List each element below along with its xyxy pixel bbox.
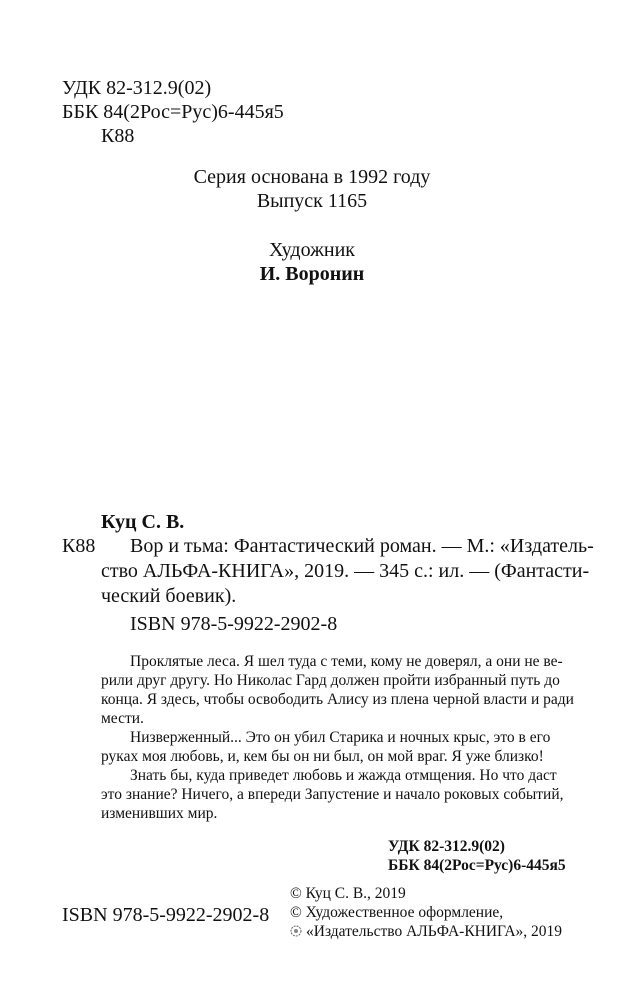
bottom-udk: УДК 82-312.9(02) xyxy=(388,838,505,855)
copyright-line: © Художественное оформление, xyxy=(290,904,504,921)
catalog-author-heading: Куц С. В. xyxy=(101,511,185,533)
annotation-line: Низверженный... Это он убил Старика и ночных крыс, это в его xyxy=(130,729,551,746)
catalog-entry-line: Вор и тьма: Фантастический роман. — М.: «Издатель- xyxy=(130,535,594,557)
annotation-line: конца. Я здесь, чтобы освободить Алису из плена черной власти и ради xyxy=(101,691,574,708)
annotation-line: изменивших мир. xyxy=(101,805,218,822)
top-author-mark: К88 xyxy=(101,125,135,147)
annotation-line: Знать бы, куда приведет любовь и жажда отмщения. Но что даст xyxy=(130,767,557,784)
top-udk: УДК 82-312.9(02) xyxy=(62,77,212,99)
catalog-entry-line: ческий боевик). xyxy=(101,585,237,607)
catalog-author-mark: К88 xyxy=(62,535,96,557)
series-founded: Серия основана в 1992 году xyxy=(193,166,431,188)
artist-name: И. Воронин xyxy=(259,263,365,285)
publisher-mark-icon xyxy=(290,923,302,935)
bottom-isbn: ISBN 978-5-9922-2902-8 xyxy=(62,904,270,926)
annotation-line: это знание? Ничего, а впереди Запустение и начало роковых событий, xyxy=(101,786,564,803)
copyright-line: © Куц С. В., 2019 xyxy=(290,885,406,902)
annotation-line: мести. xyxy=(101,710,144,727)
copyright-line-3 xyxy=(290,922,562,941)
annotation-line: руках моя любовь, и, кем бы он ни был, он мой враг. Я уже близко! xyxy=(101,748,544,765)
annotation-line: Проклятые леса. Я шел туда с теми, кому не доверял, а они не ве- xyxy=(130,653,563,670)
artist-label: Художник xyxy=(268,239,356,261)
top-bbk: ББК 84(2Рос=Рус)6-445я5 xyxy=(62,101,284,123)
annotation-line: рили друг другу. Но Николас Гард должен пройти избранный путь до xyxy=(101,672,560,689)
catalog-isbn: ISBN 978-5-9922-2902-8 xyxy=(130,613,338,635)
bottom-bbk: ББК 84(2Рос=Рус)6-445я5 xyxy=(388,857,566,874)
series-issue: Выпуск 1165 xyxy=(256,190,368,212)
copyright-publisher: «Издательство АЛЬФА-КНИГА», 2019 xyxy=(306,923,563,940)
catalog-entry-line: ство АЛЬФА-КНИГА», 2019. — 345 с.: ил. — (Фантасти- xyxy=(101,560,590,582)
